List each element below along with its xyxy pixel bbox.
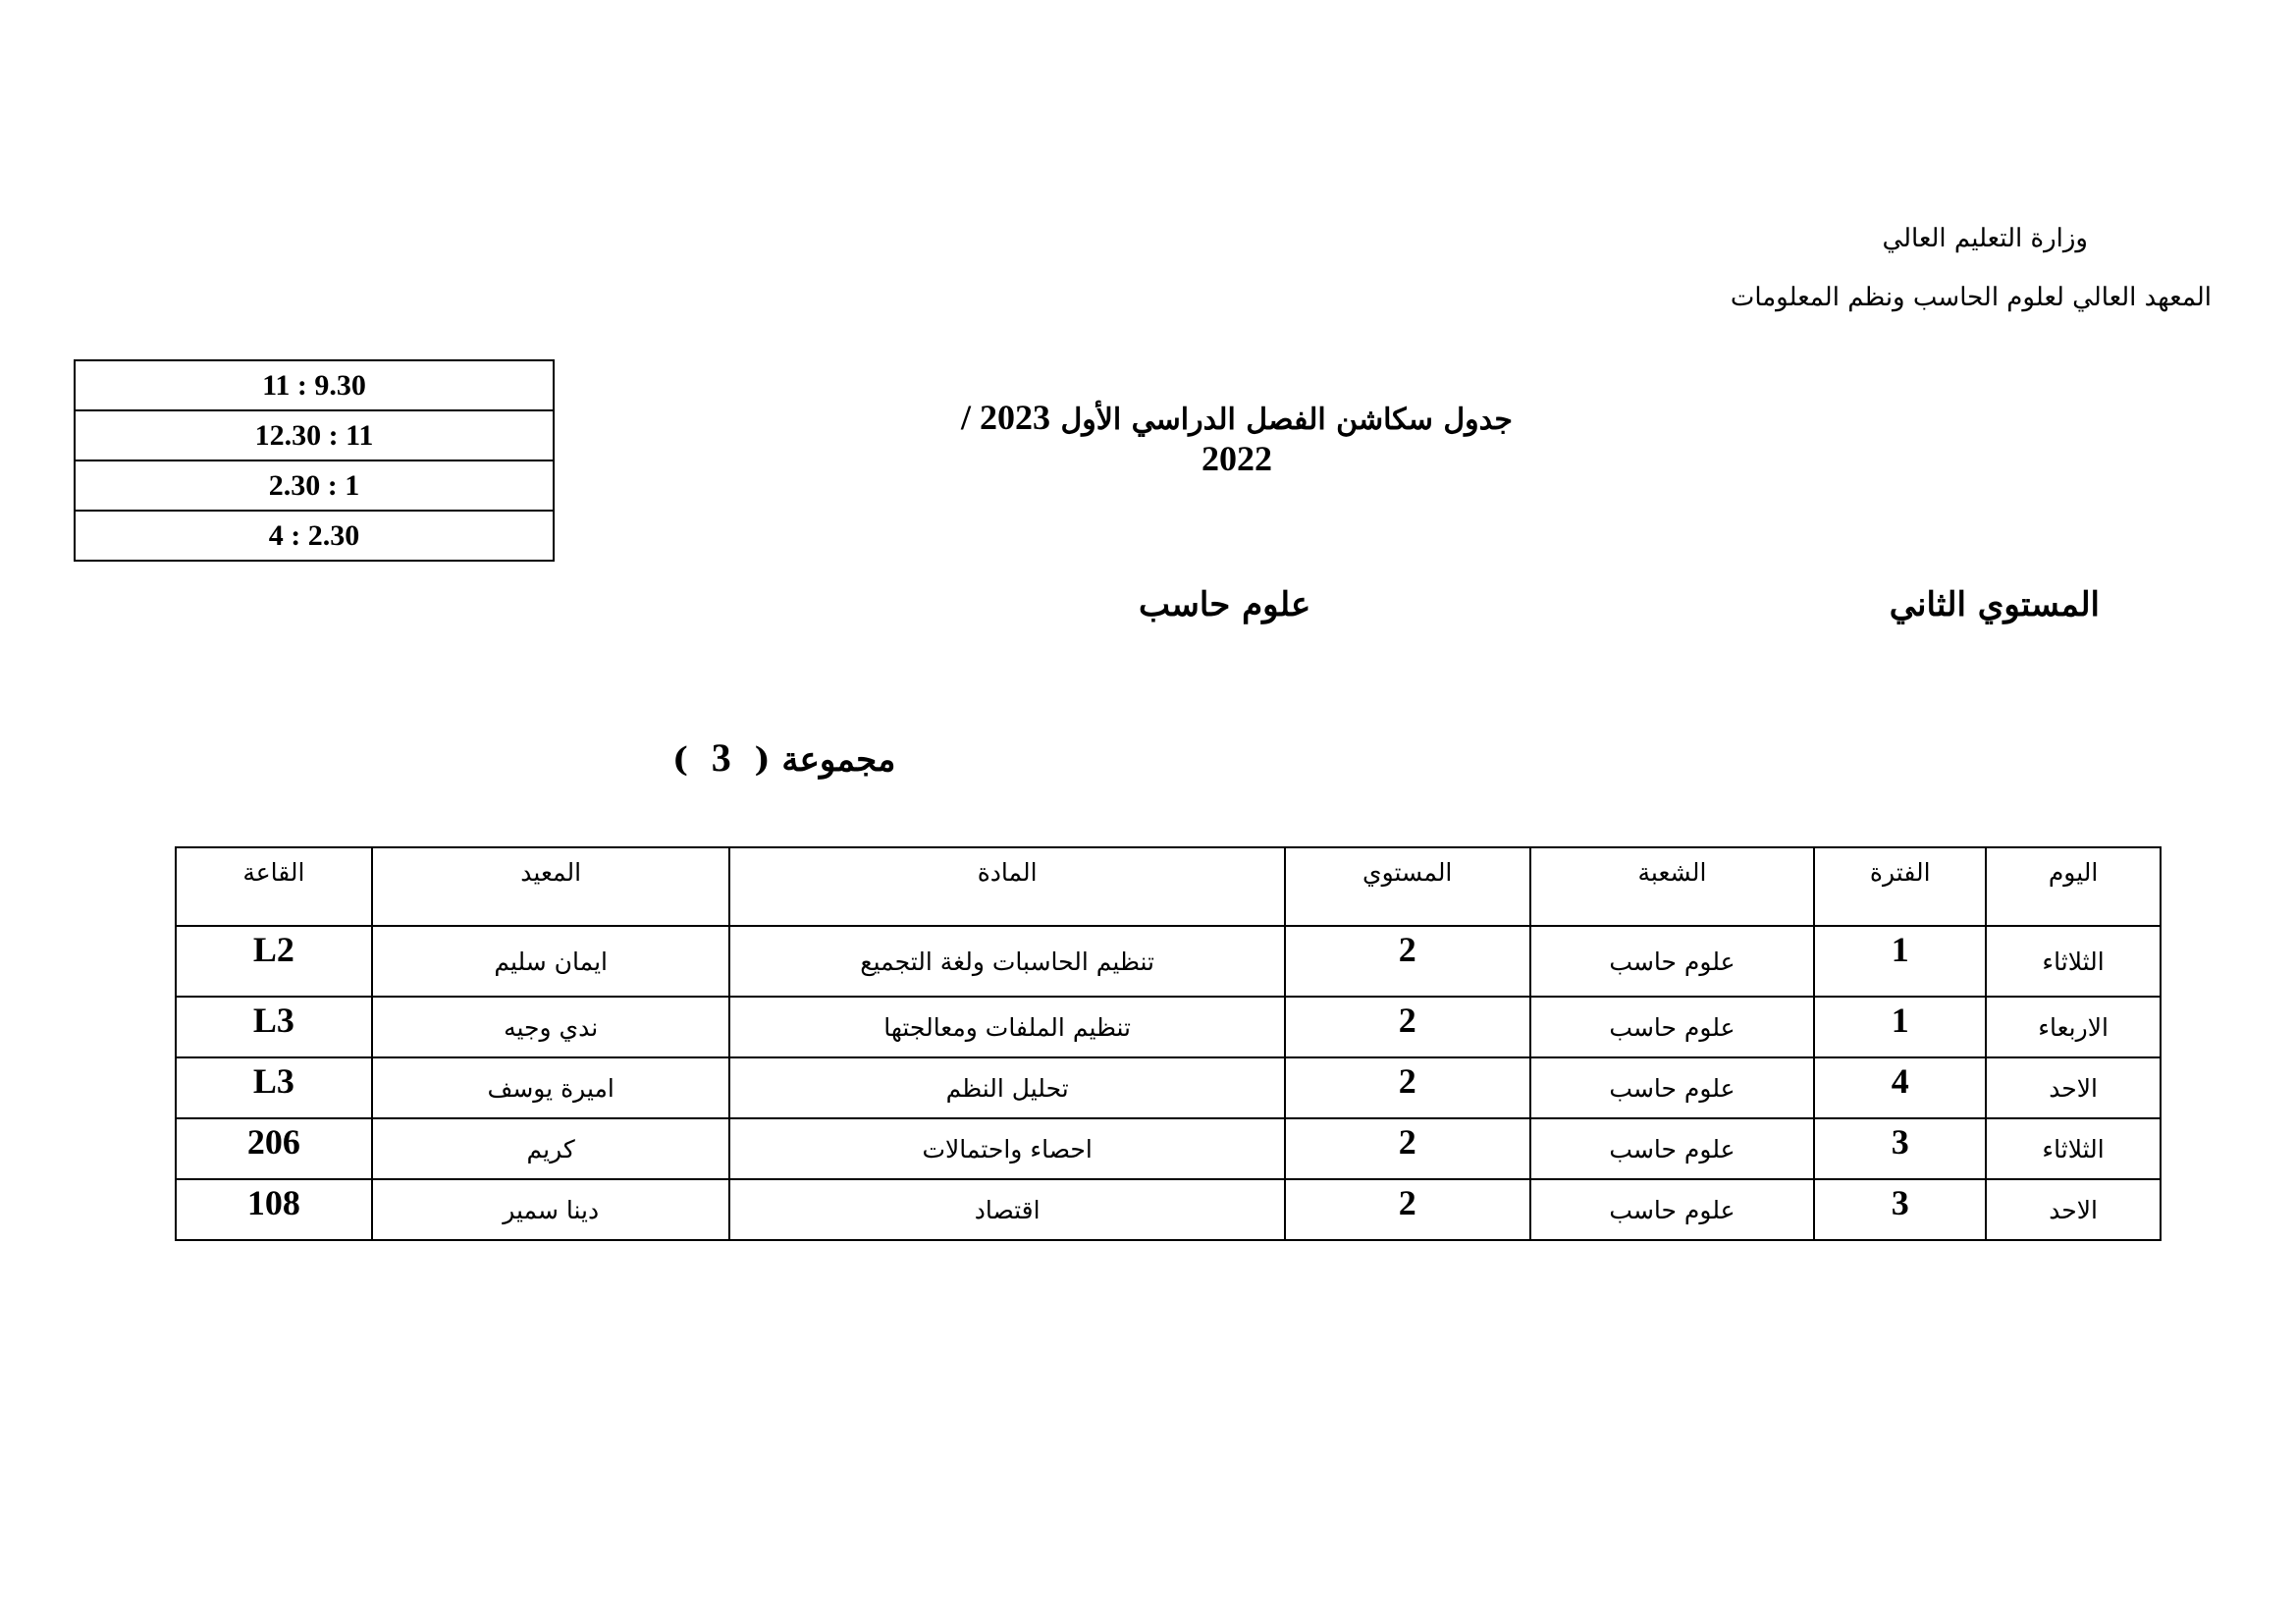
cell-subject: اقتصاد bbox=[729, 1179, 1284, 1240]
schedule-header-row bbox=[176, 847, 2161, 926]
table-row bbox=[176, 926, 2161, 997]
group-label bbox=[672, 734, 895, 781]
level-label: المستوي الثاني bbox=[1889, 585, 2100, 624]
time-slot-row bbox=[75, 511, 554, 561]
table-row bbox=[176, 997, 2161, 1057]
cell-division: علوم حاسب bbox=[1530, 1057, 1815, 1118]
group-word: مجموعة bbox=[781, 740, 896, 780]
title-text: جدول سكاشن الفصل الدراسي الأول bbox=[1060, 403, 1513, 437]
cell-instructor: اميرة يوسف bbox=[372, 1057, 730, 1118]
cell-room: L2 bbox=[176, 926, 372, 997]
header-subject: المادة bbox=[729, 847, 1284, 926]
title-year: 2023 / 2022 bbox=[961, 398, 1272, 478]
cell-room: L3 bbox=[176, 997, 372, 1057]
cell-instructor: دينا سمير bbox=[372, 1179, 730, 1240]
header-instructor: المعيد bbox=[372, 847, 730, 926]
cell-instructor: ندي وجيه bbox=[372, 997, 730, 1057]
cell-instructor: كريم bbox=[372, 1118, 730, 1179]
cell-period: 3 bbox=[1814, 1179, 1986, 1240]
department-label: علوم حاسب bbox=[1139, 585, 1311, 624]
cell-level: 2 bbox=[1285, 1118, 1530, 1179]
group-close-paren: ) bbox=[672, 740, 689, 780]
cell-day: الاحد bbox=[1986, 1179, 2161, 1240]
cell-room: 206 bbox=[176, 1118, 372, 1179]
cell-room: L3 bbox=[176, 1057, 372, 1118]
header-day: اليوم bbox=[1986, 847, 2161, 926]
time-slot: 4 : 2.30 bbox=[75, 511, 554, 561]
cell-period: 1 bbox=[1814, 926, 1986, 997]
time-slots-table bbox=[74, 359, 555, 562]
cell-instructor: ايمان سليم bbox=[372, 926, 730, 997]
time-slot-row bbox=[75, 410, 554, 460]
cell-subject: تنظيم الملفات ومعالجتها bbox=[729, 997, 1284, 1057]
time-slot: 12.30 : 11 bbox=[75, 410, 554, 460]
time-slot: 2.30 : 1 bbox=[75, 460, 554, 511]
cell-day: الثلاثاء bbox=[1986, 926, 2161, 997]
cell-level: 2 bbox=[1285, 926, 1530, 997]
ministry-name: وزارة التعليم العالي bbox=[1882, 224, 2088, 253]
cell-level: 2 bbox=[1285, 1179, 1530, 1240]
cell-division: علوم حاسب bbox=[1530, 926, 1815, 997]
time-slot-row bbox=[75, 360, 554, 410]
cell-subject: احصاء واحتمالات bbox=[729, 1118, 1284, 1179]
table-row bbox=[176, 1118, 2161, 1179]
header-room: القاعة bbox=[176, 847, 372, 926]
cell-subject: تحليل النظم bbox=[729, 1057, 1284, 1118]
group-number: 3 bbox=[711, 735, 731, 780]
cell-level: 2 bbox=[1285, 1057, 1530, 1118]
cell-period: 4 bbox=[1814, 1057, 1986, 1118]
header-division: الشعبة bbox=[1530, 847, 1815, 926]
table-row bbox=[176, 1179, 2161, 1240]
cell-level: 2 bbox=[1285, 997, 1530, 1057]
group-open-paren: ( bbox=[754, 740, 771, 780]
cell-day: الثلاثاء bbox=[1986, 1118, 2161, 1179]
cell-period: 3 bbox=[1814, 1118, 1986, 1179]
institute-name: المعهد العالي لعلوم الحاسب ونظم المعلومات bbox=[1730, 283, 2212, 312]
header-level: المستوي bbox=[1285, 847, 1530, 926]
cell-day: الاربعاء bbox=[1986, 997, 2161, 1057]
cell-day: الاحد bbox=[1986, 1057, 2161, 1118]
time-slot-row bbox=[75, 460, 554, 511]
time-slot: 11 : 9.30 bbox=[75, 360, 554, 410]
header-period: الفترة bbox=[1814, 847, 1986, 926]
cell-period: 1 bbox=[1814, 997, 1986, 1057]
cell-division: علوم حاسب bbox=[1530, 997, 1815, 1057]
cell-subject: تنظيم الحاسبات ولغة التجميع bbox=[729, 926, 1284, 997]
page-title bbox=[942, 397, 1531, 479]
cell-division: علوم حاسب bbox=[1530, 1179, 1815, 1240]
schedule-table bbox=[175, 846, 2162, 1241]
table-row bbox=[176, 1057, 2161, 1118]
cell-room: 108 bbox=[176, 1179, 372, 1240]
cell-division: علوم حاسب bbox=[1530, 1118, 1815, 1179]
